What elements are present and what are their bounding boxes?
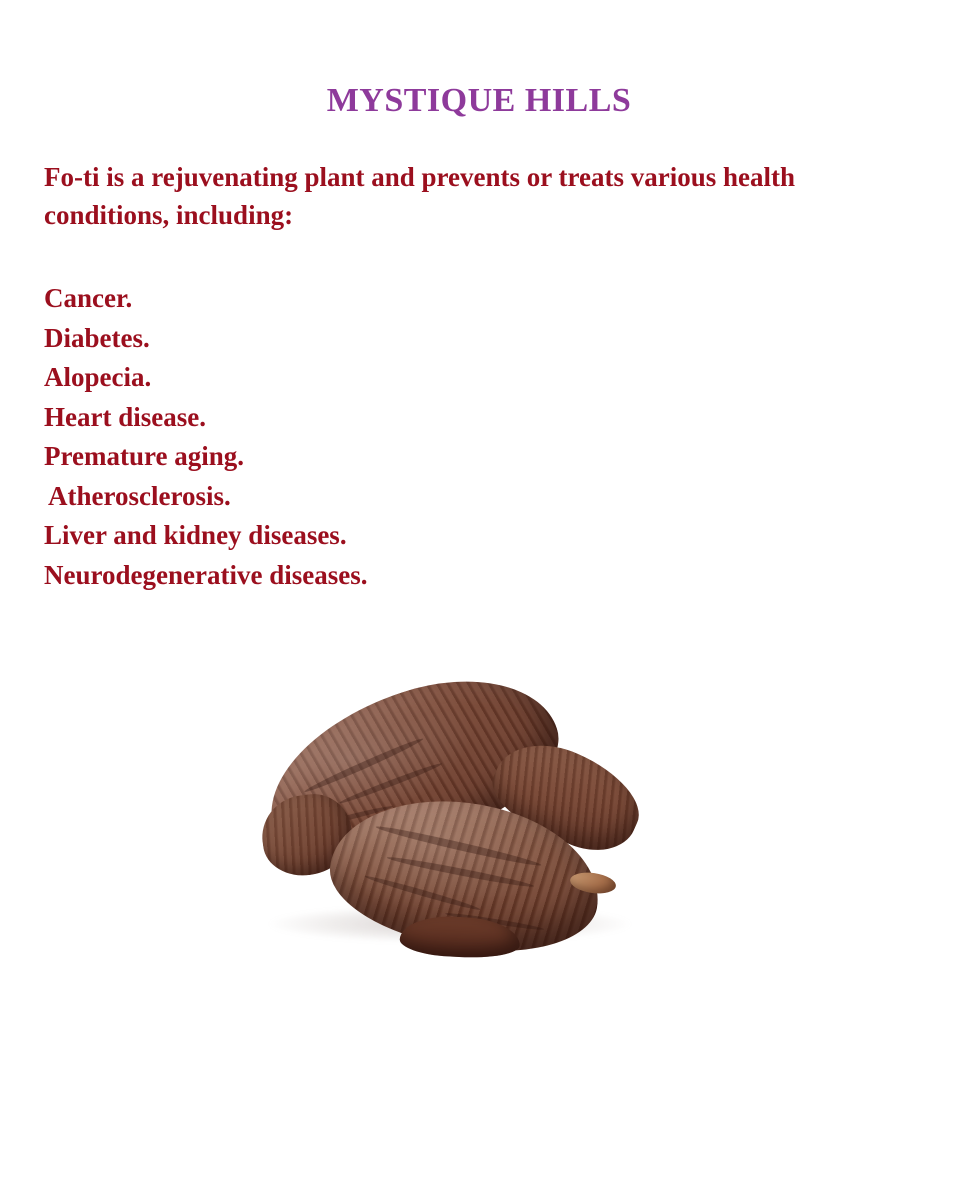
dried-fo-ti-root-photo bbox=[240, 655, 660, 975]
list-item: Premature aging. bbox=[44, 441, 244, 471]
list-item: Alopecia. bbox=[44, 362, 152, 392]
list-item: Neurodegenerative diseases. bbox=[44, 559, 368, 590]
list-item: Liver and kidney diseases. bbox=[44, 520, 347, 550]
conditions-list bbox=[44, 279, 844, 595]
list-item: Heart disease. bbox=[44, 401, 206, 432]
page-title: MYSTIQUE HILLS bbox=[326, 82, 632, 119]
list-item: Cancer. bbox=[44, 283, 133, 313]
list-item: Atherosclerosis. bbox=[48, 480, 231, 511]
list-item: Diabetes. bbox=[44, 322, 150, 353]
intro-paragraph: Fo-ti is a rejuvenating plant and prevents or treats various health conditions, including: bbox=[44, 162, 796, 230]
